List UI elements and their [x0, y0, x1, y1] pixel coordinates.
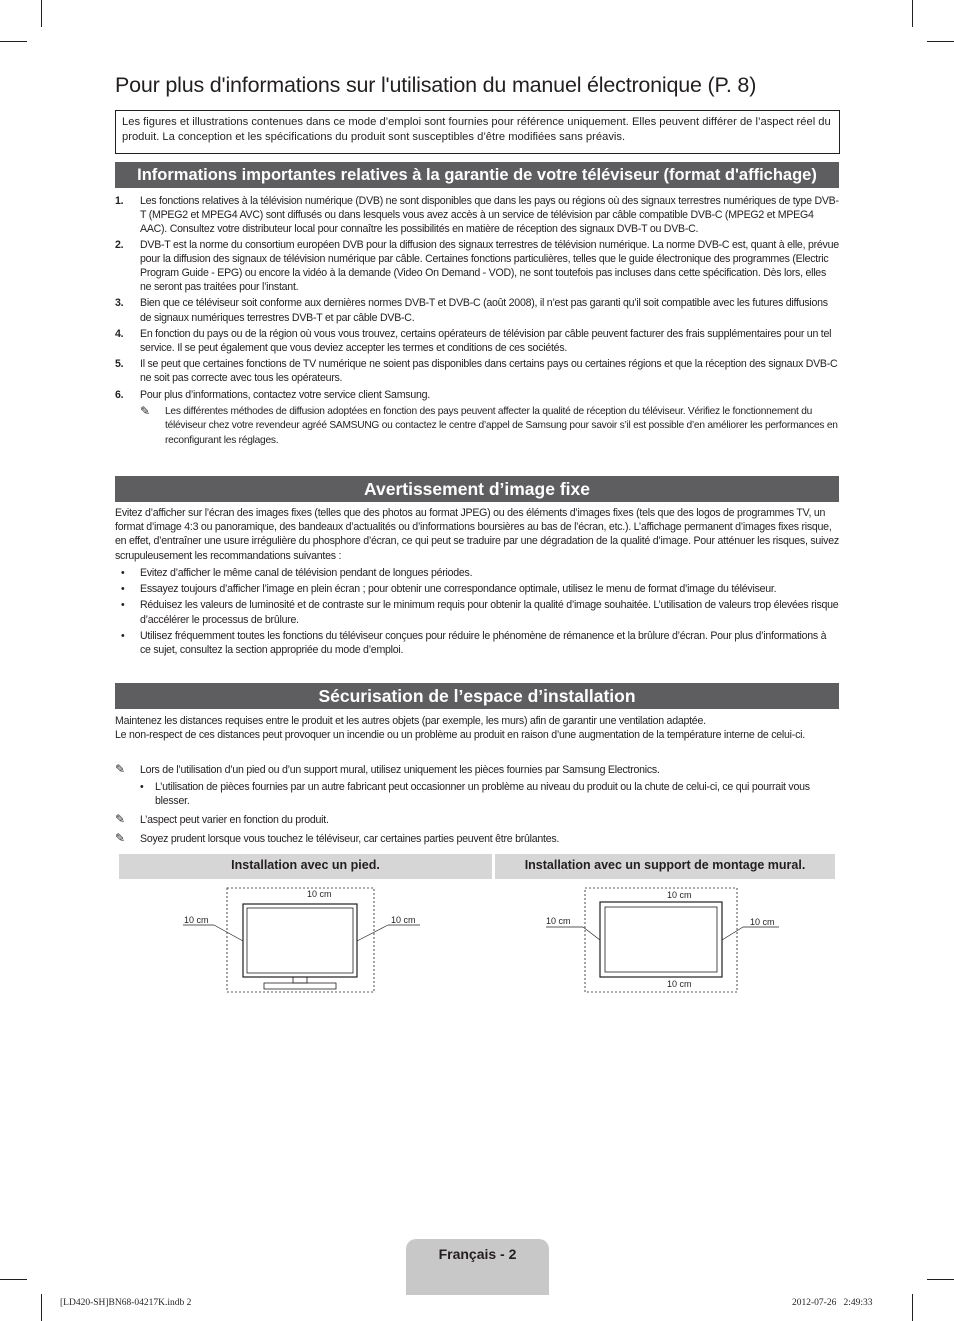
leader-line: [214, 925, 243, 941]
wall-installation-diagram: [543, 882, 783, 996]
tv-screen: [247, 908, 353, 973]
crop-mark: [912, 0, 913, 27]
installation-section-heading: Sécurisation de l’espace d’installation: [115, 683, 839, 709]
note-sub-bullet: • L’utilisation de pièces fournies par un autre fabricant peut occasionner un problème au niveau du produit ou la chute de celui-ci, ce qui pourrait vous blesser.: [140, 781, 810, 808]
print-slug-file: [LD420-SH]BN68-04217K.indb 2: [60, 1298, 192, 1308]
distance-label-top: 10 cm: [307, 889, 332, 899]
page-number-tab: [406, 1239, 549, 1295]
pencil-note-icon: ✎: [115, 762, 125, 776]
note-item: ✎ Lors de l’utilisation d’un pied ou d’un support mural, utilisez uniquement les pièces fournies par Samsung Electronics.: [115, 762, 660, 776]
pencil-note-icon: ✎: [115, 830, 125, 845]
warranty-list: [115, 194, 839, 448]
crop-mark: [912, 1294, 913, 1321]
bullet-dot-icon: •: [121, 567, 125, 579]
list-item: 5. Il se peut que certaines fonctions de TV numérique ne soient pas disponibles dans certains pays ou certaines régions et que la réception des signaux DVB-C ne soit pas correcte avec tous les opérateurs.: [115, 358, 838, 385]
still-image-bullets: [115, 566, 839, 657]
list-item: • Réduisez les valeurs de luminosité et de contraste sur le minimum requis pour obtenir la qualité d’image souhaitée. L’utilisation de valeurs trop élevées risque d’accélérer le processus de brûlure.: [121, 599, 839, 626]
note-item: ✎ Soyez prudent lorsque vous touchez le téléviseur, car certaines parties peuvent être brûlantes.: [115, 830, 560, 845]
pencil-note-icon: ✎: [115, 811, 125, 826]
bullet-dot-icon: •: [121, 629, 125, 642]
pencil-note-icon: ✎: [140, 403, 150, 418]
list-item: 2. DVB-T est la norme du consortium européen DVB pour la diffusion des signaux terrestres de télévision numérique. La norme DVB-C est, quant à elle, prévue pour la diffusion des signaux de télévision numérique par câble. Certaines fonctions particulières, telles que le guide électronique des programmes (Electric Program Guide - EPG) ou encore la vidéo à la demande (Video On Demand - VOD), ne sont toutefois pas incluses dans cette spécification. Dès lors, elles ne seront pas traitées pour l’instant.: [115, 238, 839, 294]
page-number-label: Français - 2: [438, 1246, 517, 1262]
tv-screen: [605, 907, 717, 972]
still-image-intro: Evitez d’afficher sur l’écran des images fixes (telles que des photos au format JPEG) ou des éléments d’images fixes (tels que des logos de programmes TV, un format d’image 4:3 ou panoramique, des bandeaux d’actualités ou d’informations boursières au bas de l’écran, etc.). L’affichage permanent d’images fixes risque, en effet, d’entraîner une usure irrégulière du phosphore d’écran, ce qui peut se traduire par une dégradation de la qualité d’image. Pour atténuer les risques, suivez scrupuleusement les recommandations suivantes :: [115, 507, 839, 562]
page-title: Pour plus d'informations sur l'utilisation du manuel électronique (P. 8): [115, 73, 757, 97]
warranty-section-heading: Informations importantes relatives à la garantie de votre téléviseur (format d'affichage): [115, 162, 839, 188]
column-header-wall: Installation avec un support de montage mural.: [495, 854, 835, 879]
crop-mark: [41, 1294, 42, 1321]
list-item: 3. Bien que ce téléviseur soit conforme aux dernières normes DVB-T et DVB-C (août 2008), il n’est pas garanti qu’il soit compatible avec les futures diffusions de signaux numériques terrestres DVB-T et par câble DVB-C.: [115, 297, 828, 324]
disclaimer-text: Les figures et illustrations contenues dans ce mode d’emploi sont fournies pour référence uniquement. Elles peuvent différer de l’aspect réel du produit. La conception et les spécifications du produit sont susceptibles d’être modifiées sans préavis.: [122, 116, 831, 143]
tv-stand-base: [264, 983, 336, 989]
list-item: 6. Pour plus d’informations, contactez votre service client Samsung.: [115, 388, 430, 401]
crop-mark: [927, 1279, 954, 1280]
crop-mark: [0, 1279, 27, 1280]
bullet-dot-icon: •: [121, 599, 125, 612]
list-item: • Essayez toujours d’afficher l’image en plein écran ; pour obtenir une correspondance optimale, utilisez le menu de format d’image du téléviseur.: [121, 583, 777, 596]
crop-mark: [927, 41, 954, 42]
bullet-dot-icon: •: [121, 583, 125, 596]
distance-label-top: 10 cm: [667, 890, 692, 900]
tv-frame: [243, 904, 357, 977]
installation-notes: [115, 763, 839, 846]
tv-stand-neck: [293, 977, 307, 983]
leader-line: [722, 927, 743, 940]
distance-label-left: 10 cm: [546, 916, 571, 926]
distance-label-bottom: 10 cm: [667, 979, 692, 989]
bullet-dot-icon: •: [140, 781, 144, 794]
list-item: 4. En fonction du pays ou de la région où vous vous trouvez, certains opérateurs de télévision par câble peuvent facturer des frais supplémentaires pour un tel service. Il se peut également que vous deviez accepter les termes et conditions de ces sociétés.: [115, 327, 832, 355]
crop-mark: [41, 0, 42, 27]
distance-label-right: 10 cm: [391, 915, 416, 925]
column-header-stand: Installation avec un pied.: [119, 854, 492, 879]
print-slug-date: 2012-07-26 2:49:33: [792, 1298, 873, 1308]
installation-para: Maintenez les distances requises entre le produit et les autres objets (par exemple, les murs) afin de garantir une ventilation adaptée. Le non-respect de ces distances peut provoquer un incendie ou un problème au produit en raison d’une augmentation de la température interne de celui-ci.: [115, 715, 805, 742]
still-image-section-heading: Avertissement d’image fixe: [115, 476, 839, 502]
list-item: • Utilisez fréquemment toutes les fonctions du téléviseur conçues pour réduire le phénomène de rémanence et la brûlure d’écran. Pour plus d’informations à ce sujet, consultez la section appropriée du mode d’emploi.: [121, 629, 827, 657]
list-item-note: ✎ Les différentes méthodes de diffusion adoptées en fonction des pays peuvent affecter la qualité de réception du téléviseur. Vérifiez le fonctionnement du téléviseur chez votre revendeur agréé SAMSUNG ou contactez le centre d’appel de Samsung pour savoir s’il est possible d’en améliorer les performances en reconfigurant les réglages.: [140, 403, 838, 446]
disclaimer-box: [115, 110, 840, 154]
leader-line: [583, 927, 600, 940]
list-item: • Evitez d’afficher le même canal de télévision pendant de longues périodes.: [121, 567, 473, 579]
list-item: 1. Les fonctions relatives à la télévision numérique (DVB) ne sont disponibles que dans les pays ou régions où des signaux terrestres numériques de type DVB-T (MPEG2 et MPEG4 AVC) sont diffusés ou dans lesquels vous avez accès à un service de télévision par câble compatible DVB-C (MPEG2 et MPEG4 AAC). Consultez votre distributeur local pour connaître les possibilités en matière de réception des signaux DVB-T ou DVB-C.: [115, 195, 839, 236]
distance-label-left: 10 cm: [184, 915, 209, 925]
note-item: ✎ L’aspect peut varier en fonction du produit.: [115, 811, 329, 826]
distance-label-right: 10 cm: [750, 917, 775, 927]
crop-mark: [0, 41, 27, 42]
leader-line: [357, 925, 388, 941]
tv-frame: [600, 902, 722, 977]
stand-installation-diagram: [180, 882, 416, 994]
